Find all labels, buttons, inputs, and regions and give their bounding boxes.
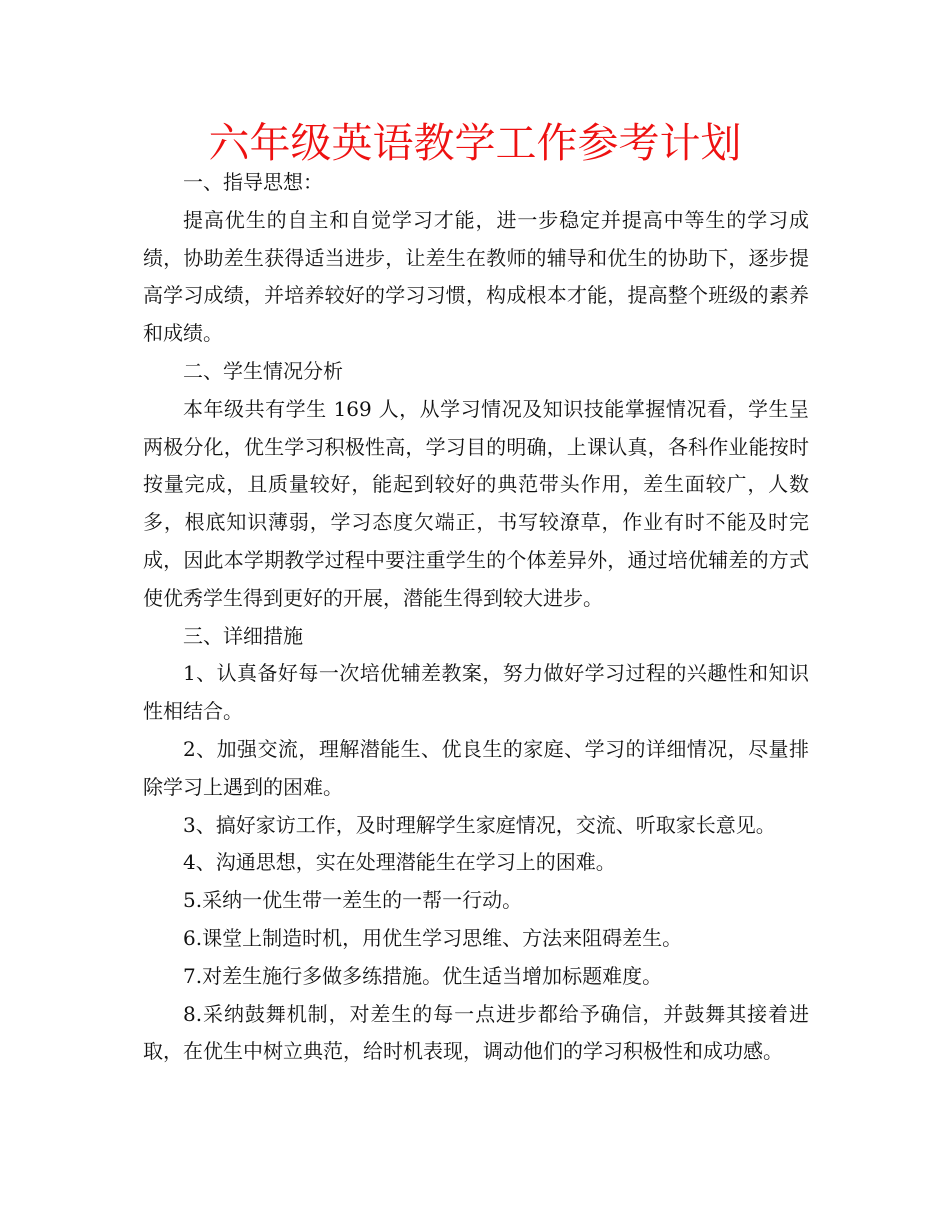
measure-item-1: 1、认真备好每一次培优辅差教案，努力做好学习过程的兴趣性和知识性相结合。 — [143, 661, 809, 724]
paragraph-student-analysis: 本年级共有学生 169 人，从学习情况及知识技能掌握情况看，学生呈两极分化，优生学习积极性高，学习目的明确，上课认真，各科作业能按时按量完成，且质量较好，能起到较好的典范带头作用，差生面较广，人数多，根底知识薄弱，学习态度欠端正，书写较潦草，作业有时不能及时完成，因此本学期教学过程中要注重学生的个体差异外，通过培优辅差的方式使优秀学生得到更好的开展，潜能生得到较大进步。 — [143, 396, 809, 610]
section-heading-student-analysis: 二、学生情况分析 — [183, 358, 343, 383]
measure-item-5: 5.采纳一优生带一差生的一帮一行动。 — [183, 888, 523, 913]
section-heading-measures: 三、详细措施 — [183, 623, 303, 648]
paragraph-guiding-thought: 提高优生的自主和自觉学习才能，进一步稳定并提高中等生的学习成绩，协助差生获得适当进步，让差生在教师的辅导和优生的协助下，逐步提高学习成绩，并培养较好的学习习惯，构成根本才能，提高整个班级的素养和成绩。 — [143, 207, 809, 346]
measure-item-4: 4、沟通思想，实在处理潜能生在学习上的困难。 — [183, 850, 616, 875]
measure-item-6: 6.课堂上制造时机，用优生学习思维、方法来阻碍差生。 — [183, 925, 683, 950]
measure-item-8: 8.采纳鼓舞机制，对差生的每一点进步都给予确信，并鼓舞其接着进取，在优生中树立典范，给时机表现，调动他们的学习积极性和成功感。 — [143, 1001, 809, 1064]
measure-item-7: 7.对差生施行多做多练措施。优生适当增加标题难度。 — [183, 963, 663, 988]
measure-item-3: 3、搞好家访工作，及时理解学生家庭情况，交流、听取家长意见。 — [183, 812, 776, 837]
section-heading-guiding-thought: 一、指导思想： — [183, 170, 323, 194]
measure-item-2: 2、加强交流，理解潜能生、优良生的家庭、学习的详细情况，尽量排除学习上遇到的困难。 — [143, 736, 809, 799]
document-body — [143, 164, 809, 1071]
document-title: 六年级英语教学工作参考计划 — [208, 119, 742, 167]
